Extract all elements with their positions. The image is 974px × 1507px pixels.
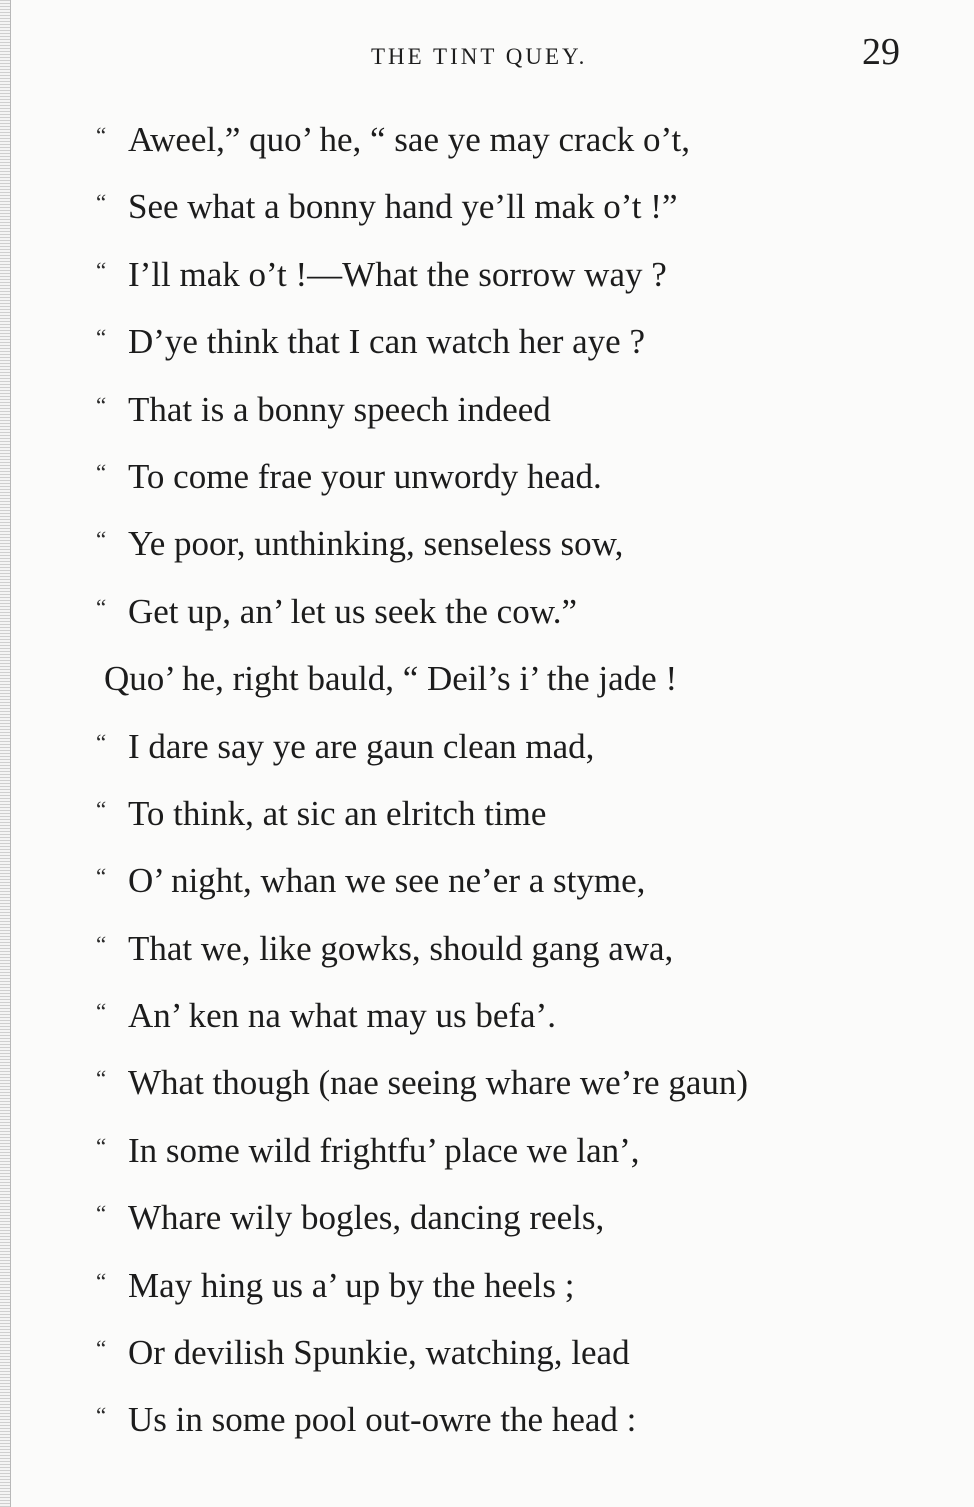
opening-quote-mark: “ bbox=[96, 1403, 107, 1429]
opening-quote-mark: “ bbox=[96, 190, 107, 216]
opening-quote-mark: “ bbox=[96, 1336, 107, 1362]
verse-line-text: To come frae your unwordy head. bbox=[128, 456, 602, 496]
verse-line-text: To think, at sic an elritch time bbox=[128, 793, 547, 833]
opening-quote-mark: “ bbox=[96, 1268, 107, 1294]
verse-line-text: I dare say ye are gaun clean mad, bbox=[128, 726, 595, 766]
opening-quote-mark: “ bbox=[96, 1066, 107, 1092]
verse-line bbox=[0, 1398, 974, 1465]
verse-line-text: Whare wily bogles, dancing reels, bbox=[128, 1198, 605, 1238]
verse-line bbox=[0, 388, 974, 455]
verse-line bbox=[0, 859, 974, 926]
opening-quote-mark: “ bbox=[96, 527, 107, 553]
verse-line-text: That we, like gowks, should gang awa, bbox=[128, 928, 674, 968]
verse-line-text: Aweel,” quo’ he, “ sae ye may crack o’t, bbox=[128, 120, 691, 159]
opening-quote-mark: “ bbox=[96, 123, 107, 148]
verse-line-text: D’ye think that I can watch her aye ? bbox=[128, 322, 645, 362]
verse-line bbox=[0, 590, 974, 657]
running-title: THE TINT QUEY. bbox=[371, 44, 588, 69]
opening-quote-mark: “ bbox=[96, 999, 107, 1025]
verse-line-text: Get up, an’ let us seek the cow.” bbox=[128, 591, 578, 631]
verse-line-text: I’ll mak o’t !—What the sorrow way ? bbox=[128, 254, 667, 294]
poem-verse bbox=[0, 118, 974, 1466]
verse-line-text: What though (nae seeing whare we’re gaun) bbox=[128, 1063, 749, 1103]
verse-line bbox=[0, 320, 974, 387]
verse-line bbox=[0, 927, 974, 994]
verse-line-text: May hing us a’ up by the heels ; bbox=[128, 1265, 575, 1305]
opening-quote-mark: “ bbox=[96, 796, 107, 822]
page-number: 29 bbox=[862, 31, 900, 73]
verse-line bbox=[0, 522, 974, 589]
opening-quote-mark: “ bbox=[96, 1201, 107, 1227]
verse-line-text: See what a bonny hand ye’ll mak o’t !” bbox=[128, 187, 678, 227]
opening-quote-mark: “ bbox=[96, 325, 107, 351]
verse-line-text: Us in some pool out-owre the head : bbox=[128, 1400, 637, 1440]
opening-quote-mark: “ bbox=[96, 931, 107, 957]
verse-line-text: Quo’ he, right bauld, “ Deil’s i’ the jade ! bbox=[104, 659, 678, 699]
verse-line-text: An’ ken na what may us befa’. bbox=[128, 996, 556, 1036]
opening-quote-mark: “ bbox=[96, 594, 107, 620]
verse-line bbox=[0, 185, 974, 252]
verse-line bbox=[0, 994, 974, 1061]
verse-line bbox=[0, 1196, 974, 1263]
verse-line bbox=[0, 1264, 974, 1331]
verse-line-text: O’ night, whan we see ne’er a styme, bbox=[128, 861, 646, 901]
verse-line bbox=[0, 1061, 974, 1128]
verse-line bbox=[0, 455, 974, 522]
verse-line bbox=[0, 253, 974, 320]
verse-line-text: Or devilish Spunkie, watching, lead bbox=[128, 1333, 630, 1373]
verse-line bbox=[0, 725, 974, 792]
opening-quote-mark: “ bbox=[96, 729, 107, 755]
verse-line bbox=[0, 1129, 974, 1196]
opening-quote-mark: “ bbox=[96, 459, 107, 485]
verse-line-text: Ye poor, unthinking, senseless sow, bbox=[128, 524, 624, 564]
verse-line-text: In some wild frightfu’ place we lan’, bbox=[128, 1130, 640, 1170]
verse-line bbox=[0, 1331, 974, 1398]
verse-line-text: That is a bonny speech indeed bbox=[128, 389, 551, 429]
opening-quote-mark: “ bbox=[96, 864, 107, 890]
verse-line bbox=[0, 118, 974, 185]
verse-line bbox=[0, 657, 974, 724]
opening-quote-mark: “ bbox=[96, 257, 107, 283]
opening-quote-mark: “ bbox=[96, 392, 107, 418]
verse-line bbox=[0, 792, 974, 859]
opening-quote-mark: “ bbox=[96, 1133, 107, 1159]
